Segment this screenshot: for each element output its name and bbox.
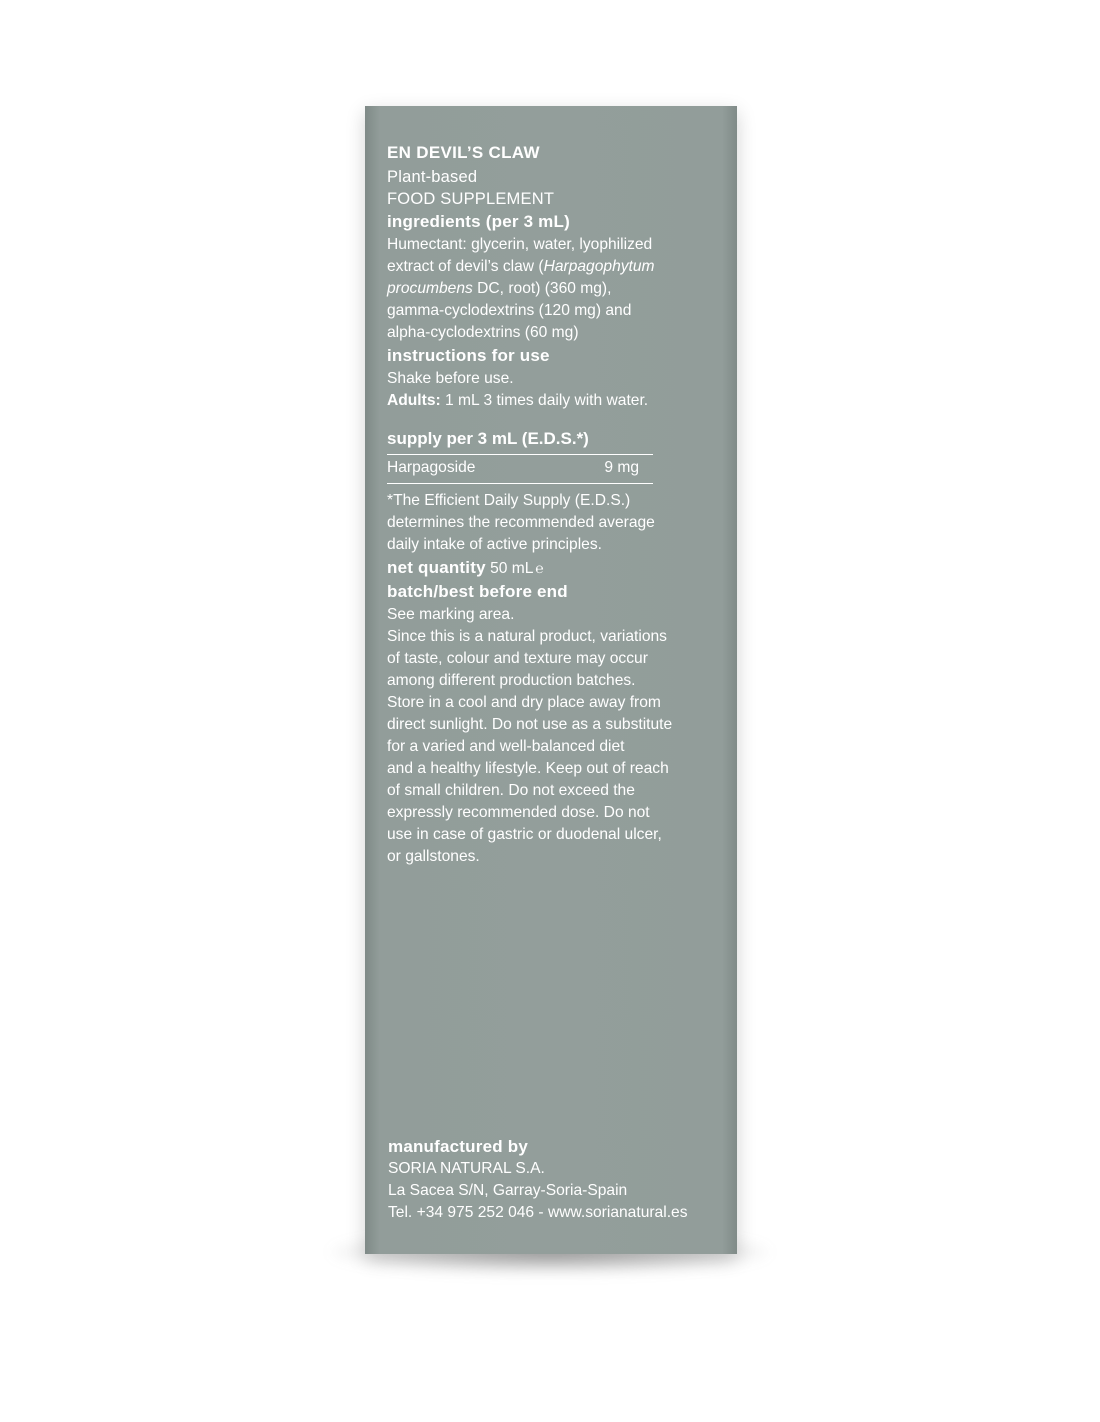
warning-line-1: Since this is a natural product, variations [387, 628, 667, 645]
net-quantity-value: 50 mL [485, 560, 534, 577]
warning-line-11: or gallstones. [387, 848, 480, 865]
warning-line-9: expressly recommended dose. Do not [387, 804, 650, 821]
eds-line-1: *The Efficient Daily Supply (E.D.S.) [387, 492, 631, 509]
warning-line-6: for a varied and well-balanced diet [387, 738, 625, 755]
product-title: EN DEVIL’S CLAW [387, 143, 540, 162]
eds-line-2: determines the recommended average [387, 514, 655, 531]
supply-table-heading: supply per 3 mL (E.D.S.*) [387, 426, 653, 455]
ingredients-line-3-italic: procumbens [387, 280, 473, 297]
ingredients-line-2 [387, 256, 727, 278]
warning-line-5: direct sunlight. Do not use as a substitute [387, 716, 673, 733]
estimated-sign-icon: ℮ [535, 560, 544, 576]
instructions-adults-label: Adults: [387, 392, 441, 409]
product-subtitle-2: FOOD SUPPLEMENT [387, 190, 555, 208]
warning-line-7: and a healthy lifestyle. Keep out of reach [387, 760, 669, 777]
instructions-heading: instructions for use [387, 346, 550, 365]
supply-ingredient: Harpagoside [387, 459, 476, 476]
batch-heading: batch/best before end [387, 582, 568, 601]
manufacturer-contact: Tel. +34 975 252 046 - www.sorianatural.es [388, 1204, 688, 1221]
ingredients-line-3 [387, 278, 727, 300]
ingredients-line-2-italic: Harpagophytum [543, 258, 655, 275]
manufacturer-address: La Sacea S/N, Garray-Soria-Spain [388, 1182, 628, 1199]
warning-line-2: of taste, colour and texture may occur [387, 650, 648, 667]
ingredients-heading: ingredients (per 3 mL) [387, 212, 570, 231]
ingredients-line-1: Humectant: glycerin, water, lyophilized [387, 236, 653, 253]
instructions-line-1: Shake before use. [387, 370, 514, 387]
manufacturer-block [388, 1136, 728, 1224]
spacer [387, 412, 727, 424]
manufacturer-heading: manufactured by [388, 1137, 528, 1156]
supply-amount: 9 mg [604, 459, 639, 476]
instructions-adults-text: 1 mL 3 times daily with water. [440, 392, 649, 409]
net-quantity [387, 556, 727, 580]
supply-table-row [387, 455, 653, 484]
batch-text: See marking area. [387, 606, 515, 623]
label-text [387, 142, 727, 868]
ingredients-line-3-text: DC, root) (360 mg), [472, 280, 612, 297]
manufacturer-name: SORIA NATURAL S.A. [388, 1160, 545, 1177]
instructions-line-2 [387, 390, 727, 412]
ingredients-line-5: alpha-cyclodextrins (60 mg) [387, 324, 579, 341]
product-subtitle-1: Plant-based [387, 168, 478, 186]
ingredients-line-2-text: extract of devil’s claw ( [387, 258, 544, 275]
warning-line-10: use in case of gastric or duodenal ulcer, [387, 826, 662, 843]
product-box-side-panel [365, 106, 737, 1254]
warning-line-4: Store in a cool and dry place away from [387, 694, 661, 711]
ingredients-line-4: gamma-cyclodextrins (120 mg) and [387, 302, 632, 319]
eds-line-3: daily intake of active principles. [387, 536, 602, 553]
warning-line-3: among different production batches. [387, 672, 636, 689]
net-quantity-heading: net quantity [387, 558, 486, 577]
warning-line-8: of small children. Do not exceed the [387, 782, 635, 799]
